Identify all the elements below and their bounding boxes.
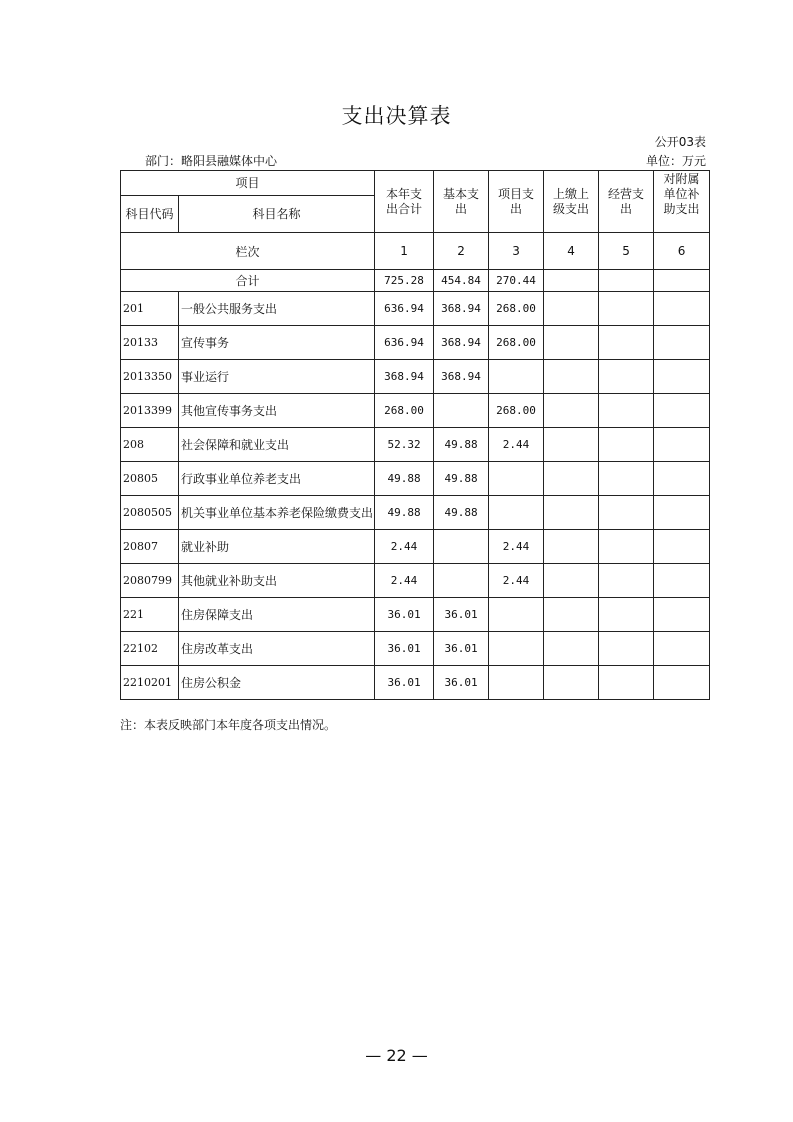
amount-cell — [489, 462, 544, 496]
header-subsidiary — [654, 171, 710, 233]
table-row — [121, 564, 710, 598]
amount-cell — [544, 496, 599, 530]
total-label: 合计 — [121, 270, 375, 292]
amount-cell: 36.01 — [434, 666, 489, 700]
amount-cell — [654, 462, 710, 496]
amount-cell: 368.94 — [434, 360, 489, 394]
subject-name: 宣传事务 — [179, 326, 375, 360]
amount-cell: 268.00 — [489, 394, 544, 428]
column-number: 5 — [599, 233, 654, 270]
header-project-expense: 项目支出 — [489, 171, 544, 233]
subject-name: 住房保障支出 — [179, 598, 375, 632]
amount-cell: 49.88 — [434, 462, 489, 496]
amount-cell: 2.44 — [375, 530, 434, 564]
amount-cell — [654, 598, 710, 632]
table-row — [121, 394, 710, 428]
amount-cell: 2.44 — [489, 564, 544, 598]
amount-cell — [599, 564, 654, 598]
form-number: 公开03表 — [654, 135, 706, 149]
department-label: 部门：略阳县融媒体中心 — [145, 154, 278, 168]
subject-code: 20805 — [121, 462, 179, 496]
amount-cell — [599, 632, 654, 666]
subject-code: 2013399 — [121, 394, 179, 428]
total-value — [654, 270, 710, 292]
amount-cell — [544, 666, 599, 700]
amount-cell — [654, 632, 710, 666]
table-row — [121, 428, 710, 462]
amount-cell: 49.88 — [434, 496, 489, 530]
amount-cell: 2.44 — [375, 564, 434, 598]
total-value: 725.28 — [375, 270, 434, 292]
amount-cell — [654, 394, 710, 428]
expenditure-table — [120, 170, 710, 700]
amount-cell — [599, 530, 654, 564]
amount-cell — [489, 360, 544, 394]
amount-cell — [489, 632, 544, 666]
header-subject-code: 科目代码 — [121, 196, 179, 233]
header-business: 经营支出 — [599, 171, 654, 233]
subject-name: 一般公共服务支出 — [179, 292, 375, 326]
subject-name: 住房改革支出 — [179, 632, 375, 666]
table-row — [121, 360, 710, 394]
subject-name: 其他宣传事务支出 — [179, 394, 375, 428]
table-row — [121, 496, 710, 530]
subject-name: 机关事业单位基本养老保险缴费支出 — [179, 496, 375, 530]
table-note: 注：本表反映部门本年度各项支出情况。 — [120, 718, 337, 732]
page-title: 支出决算表 — [341, 104, 452, 128]
subject-name: 就业补助 — [179, 530, 375, 564]
amount-cell: 36.01 — [434, 632, 489, 666]
amount-cell — [599, 326, 654, 360]
subject-code: 2080799 — [121, 564, 179, 598]
amount-cell: 2.44 — [489, 530, 544, 564]
subject-name: 行政事业单位养老支出 — [179, 462, 375, 496]
subject-code: 2210201 — [121, 666, 179, 700]
total-value: 454.84 — [434, 270, 489, 292]
subject-code: 20133 — [121, 326, 179, 360]
table-row — [121, 530, 710, 564]
column-number: 1 — [375, 233, 434, 270]
header-project: 项目 — [121, 171, 375, 196]
amount-cell: 36.01 — [375, 666, 434, 700]
amount-cell: 52.32 — [375, 428, 434, 462]
amount-cell: 636.94 — [375, 326, 434, 360]
amount-cell — [544, 360, 599, 394]
amount-cell — [654, 564, 710, 598]
table-row — [121, 666, 710, 700]
amount-cell — [489, 598, 544, 632]
amount-cell — [599, 496, 654, 530]
amount-cell: 36.01 — [434, 598, 489, 632]
subject-name: 社会保障和就业支出 — [179, 428, 375, 462]
amount-cell — [489, 666, 544, 700]
table-row — [121, 598, 710, 632]
table-row — [121, 326, 710, 360]
amount-cell — [599, 666, 654, 700]
amount-cell: 368.94 — [434, 326, 489, 360]
amount-cell — [544, 394, 599, 428]
table-row — [121, 292, 710, 326]
amount-cell — [654, 530, 710, 564]
column-number: 2 — [434, 233, 489, 270]
amount-cell — [544, 462, 599, 496]
amount-cell — [654, 666, 710, 700]
subject-code: 221 — [121, 598, 179, 632]
header-basic: 基本支出 — [434, 171, 489, 233]
header-subsidiary-text: 对附属单位补助支出 — [663, 171, 700, 216]
amount-cell — [654, 292, 710, 326]
amount-cell — [654, 496, 710, 530]
amount-cell: 49.88 — [375, 462, 434, 496]
header-upper: 上缴上级支出 — [544, 171, 599, 233]
amount-cell — [544, 632, 599, 666]
amount-cell: 268.00 — [375, 394, 434, 428]
data-rows — [121, 292, 710, 700]
subject-code: 2080505 — [121, 496, 179, 530]
amount-cell: 36.01 — [375, 598, 434, 632]
amount-cell: 36.01 — [375, 632, 434, 666]
header-subject-name: 科目名称 — [179, 196, 375, 233]
subject-code: 2013350 — [121, 360, 179, 394]
table-row — [121, 632, 710, 666]
amount-cell — [599, 598, 654, 632]
total-value — [544, 270, 599, 292]
amount-cell: 636.94 — [375, 292, 434, 326]
total-value: 270.44 — [489, 270, 544, 292]
amount-cell: 368.94 — [434, 292, 489, 326]
column-number: 3 — [489, 233, 544, 270]
unit-label: 单位：万元 — [645, 154, 706, 168]
amount-cell — [599, 360, 654, 394]
subject-name: 住房公积金 — [179, 666, 375, 700]
column-row-label: 栏次 — [121, 233, 375, 270]
table-row — [121, 462, 710, 496]
amount-cell — [599, 292, 654, 326]
amount-cell — [599, 428, 654, 462]
subject-code: 208 — [121, 428, 179, 462]
amount-cell — [489, 496, 544, 530]
amount-cell — [654, 428, 710, 462]
amount-cell: 268.00 — [489, 326, 544, 360]
column-number: 6 — [654, 233, 710, 270]
amount-cell: 268.00 — [489, 292, 544, 326]
subject-code: 201 — [121, 292, 179, 326]
amount-cell — [434, 530, 489, 564]
amount-cell — [434, 564, 489, 598]
amount-cell: 49.88 — [375, 496, 434, 530]
amount-cell — [544, 598, 599, 632]
amount-cell — [654, 326, 710, 360]
amount-cell — [544, 428, 599, 462]
total-value — [599, 270, 654, 292]
amount-cell — [654, 360, 710, 394]
amount-cell — [544, 564, 599, 598]
amount-cell — [599, 394, 654, 428]
subject-name: 其他就业补助支出 — [179, 564, 375, 598]
subject-name: 事业运行 — [179, 360, 375, 394]
amount-cell — [544, 530, 599, 564]
column-number: 4 — [544, 233, 599, 270]
subject-code: 22102 — [121, 632, 179, 666]
amount-cell: 2.44 — [489, 428, 544, 462]
subject-code: 20807 — [121, 530, 179, 564]
page-number: — 22 — — [365, 1046, 428, 1065]
amount-cell — [434, 394, 489, 428]
amount-cell — [544, 292, 599, 326]
amount-cell — [599, 462, 654, 496]
header-total: 本年支出合计 — [375, 171, 434, 233]
amount-cell: 49.88 — [434, 428, 489, 462]
amount-cell: 368.94 — [375, 360, 434, 394]
amount-cell — [544, 326, 599, 360]
